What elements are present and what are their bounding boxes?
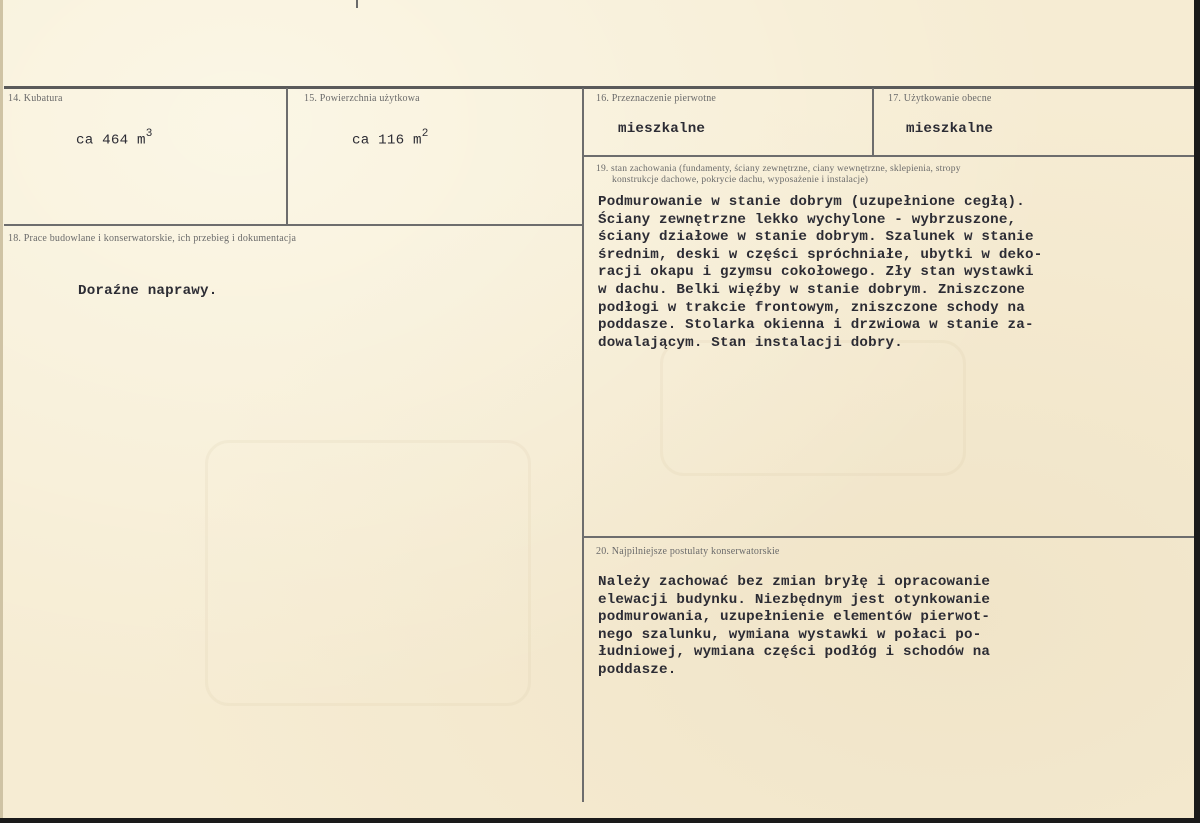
rule-under-19 xyxy=(584,536,1194,538)
text-line: w dachu. Belki więźby w stanie dobrym. Zniszczone xyxy=(598,281,1025,298)
field-20-label: 20. Najpilniejsze postulaty konserwatorskie xyxy=(596,546,780,557)
field-20-text xyxy=(598,574,990,680)
field-18-value: Doraźne naprawy. xyxy=(78,283,218,299)
text-line: nego szalunku, wymiana wystawki w połaci po- xyxy=(598,626,982,643)
field-16-label: 16. Przeznaczenie pierwotne xyxy=(596,93,717,104)
field-14-value-text: ca 464 m xyxy=(76,132,146,149)
field-15-value-text: ca 116 m xyxy=(352,132,422,149)
bleed-through-mark xyxy=(205,440,531,706)
text-line: ściany działowe w stanie dobrym. Szalunek w stanie xyxy=(598,229,1034,246)
field-15-unit-exponent: 2 xyxy=(421,128,429,140)
text-line: podmurowania, uzupełnienie elementów pierwot- xyxy=(598,609,991,626)
text-line: dowalającym. Stan instalacji dobry. xyxy=(598,334,903,351)
field-15-value xyxy=(352,130,429,149)
field-19-label xyxy=(596,164,1156,186)
field-19-label-line-1: 19. stan zachowania (fundamenty, ściany zewnętrzne, ciany wewnętrzne, sklepienia, stropy xyxy=(596,164,961,174)
field-15-label: 15. Powierzchnia użytkowa xyxy=(304,93,420,104)
divider-main xyxy=(582,88,584,802)
field-17-value: mieszkalne xyxy=(906,121,994,137)
bleed-through-mark xyxy=(660,340,966,476)
scan-right-border xyxy=(1194,0,1200,823)
text-line: średnim, deski w części spróchniałe, ubytki w deko- xyxy=(598,246,1043,263)
field-14-unit-exponent: 3 xyxy=(145,128,153,140)
text-line: Podmurowanie w stanie dobrym (uzupełnione cegłą). xyxy=(598,194,1025,210)
rule-under-14-15 xyxy=(4,224,582,226)
scan-bottom-border xyxy=(0,818,1200,823)
paper-left-edge xyxy=(0,0,3,823)
text-line: łudniowej, wymiana części podłóg i schodów na xyxy=(598,644,991,661)
field-16-value: mieszkalne xyxy=(618,121,706,137)
text-line: Należy zachować bez zmian bryłę i opracowanie xyxy=(598,574,991,590)
text-line: podłogi w trakcie frontowym, zniszczone schody na xyxy=(598,299,1025,316)
text-line: poddasze. Stolarka okienna i drzwiowa w stanie za- xyxy=(598,317,1034,334)
text-line: poddasze. xyxy=(598,661,677,678)
text-line: Ściany zewnętrzne lekko wychylone - wybrzuszone, xyxy=(598,211,1017,228)
text-line: racji okapu i gzymsu cokołowego. Zły stan wystawki xyxy=(598,264,1034,281)
divider-14-15 xyxy=(286,88,288,224)
field-17-label: 17. Użytkowanie obecne xyxy=(888,93,992,104)
field-19-label-line-2: konstrukcje dachowe, pokrycie dachu, wyposażenie i instalacje) xyxy=(612,175,869,185)
field-14-value xyxy=(76,130,153,149)
field-19-text xyxy=(598,194,1042,352)
divider-16-17 xyxy=(872,88,874,156)
top-tick-mark xyxy=(356,0,358,8)
form-top-rule xyxy=(4,86,1194,89)
text-line: elewacji budynku. Niezbędnym jest otynkowanie xyxy=(598,591,991,608)
rule-under-16-17 xyxy=(584,155,1194,157)
field-14-label: 14. Kubatura xyxy=(8,93,63,104)
field-18-label: 18. Prace budowlane i konserwatorskie, ich przebieg i dokumentacja xyxy=(8,233,297,244)
